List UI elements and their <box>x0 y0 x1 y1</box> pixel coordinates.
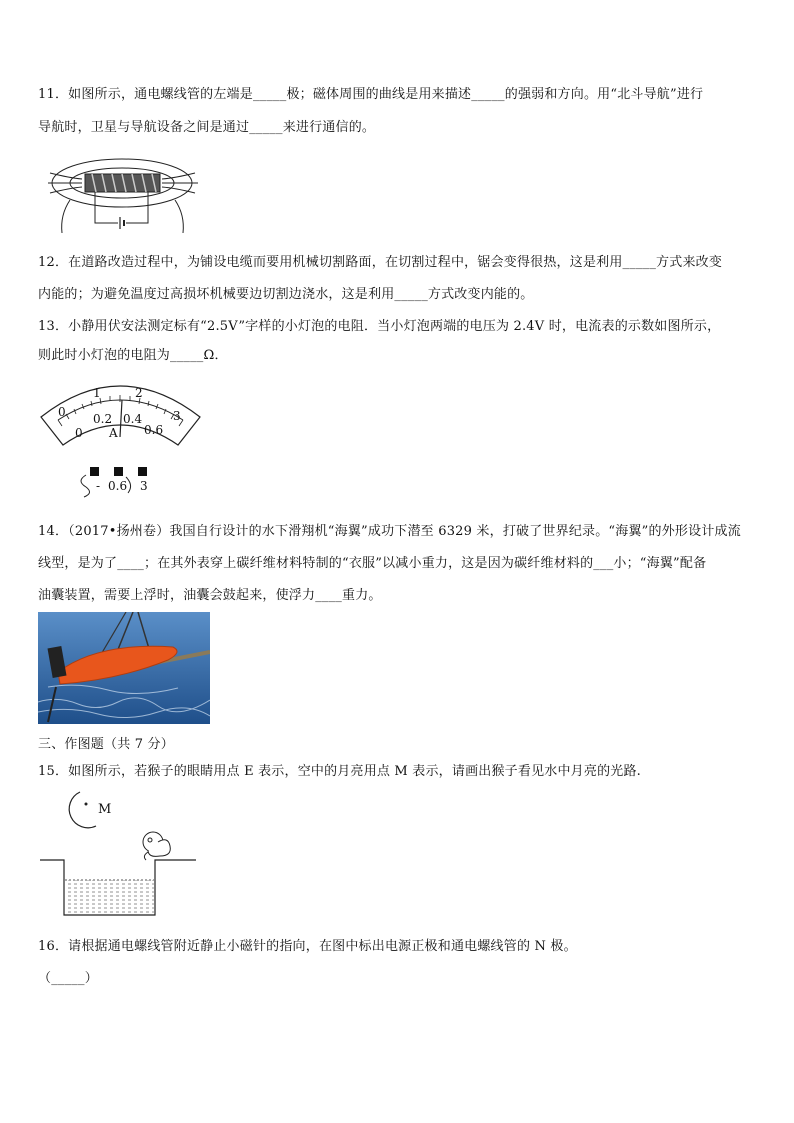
q15-line1: 15．如图所示，若猴子的眼睛用点 E 表示，空中的月亮用点 M 表示，请画出猴子看见水中月亮的光路. <box>38 764 642 779</box>
q12-line2: 内能的；为避免温度过高损坏机械要边切割边浇水，这是利用_____方式改变内能的。 <box>38 287 534 302</box>
solenoid-figure <box>40 145 205 235</box>
upper-scale-3: 3 <box>173 409 181 423</box>
terminal-0.6 <box>114 467 123 476</box>
lower-scale-0.4: 0.4 <box>123 412 143 426</box>
wire-left <box>81 475 90 497</box>
upper-scale-2: 2 <box>135 386 143 400</box>
water-surface <box>65 880 154 914</box>
glider-photo <box>38 612 210 724</box>
terminal-label-0.6: 0.6 <box>108 479 128 493</box>
monkey-moon-figure <box>38 790 198 920</box>
moon-label: M <box>98 802 112 817</box>
terminal-label-negative: - <box>96 479 101 493</box>
q12-line1: 12．在道路改造过程中，为铺设电缆而要用机械切割路面，在切割过程中，锯会变得很热，这是利用_____方式来改变 <box>38 255 723 270</box>
upper-scale-1: 1 <box>93 386 101 400</box>
q14-line2: 线型，是为了____；在其外表穿上碳纤维材料特制的“衣服”以减小重力，这是因为碳纤维材料的___小；“海翼”配备 <box>38 556 707 571</box>
q14-line3: 油囊装置，需要上浮时，油囊会鼓起来，使浮力____重力。 <box>38 588 382 603</box>
q14-line1: 14．（2017•扬州卷）我国自行设计的水下滑翔机“海翼”成功下潜至 6329 米，打破了世界纪录。“海翼”的外形设计成流 <box>38 524 741 539</box>
terminal-3 <box>138 467 147 476</box>
field-line-right-bottom <box>162 187 195 193</box>
q13-line2: 则此时小灯泡的电阻为_____Ω． <box>38 348 228 363</box>
moon-icon <box>69 792 96 828</box>
q16-line1: 16．请根据通电螺线管附近静止小磁针的指向，在图中标出电源正极和通电螺线管的 N 极。 <box>38 939 577 954</box>
upper-scale-0: 0 <box>58 405 66 419</box>
field-line-right-down <box>175 200 183 233</box>
ammeter-unit: A <box>109 426 118 440</box>
q11-line1: 11．如图所示，通电螺线管的左端是_____极；磁体周围的曲线是用来描述_____的强弱和方向。用“北斗导航”进行 <box>38 87 704 102</box>
terminal-label-3: 3 <box>140 479 148 493</box>
q13-line1: 13．小静用伏安法测定标有“2.5V”字样的小灯泡的电阻．当小灯泡两端的电压为 2.4V 时，电流表的示数如图所示， <box>38 319 721 334</box>
field-line-right-top <box>162 173 195 179</box>
lower-scale-0.2: 0.2 <box>93 412 113 426</box>
field-line-left-down <box>62 200 70 233</box>
lower-scale-0: 0 <box>75 426 83 440</box>
monkey-icon <box>143 832 170 860</box>
q16-answer-blank[interactable]: （_____） <box>38 971 98 986</box>
q11-line2: 导航时，卫星与导航设备之间是通过_____来进行通信的。 <box>38 120 376 135</box>
section3-title: 三、作图题（共 7 分） <box>38 737 174 752</box>
terminal-negative <box>90 467 99 476</box>
lower-scale-0.6: 0.6 <box>144 423 164 437</box>
ammeter-figure <box>38 375 203 500</box>
